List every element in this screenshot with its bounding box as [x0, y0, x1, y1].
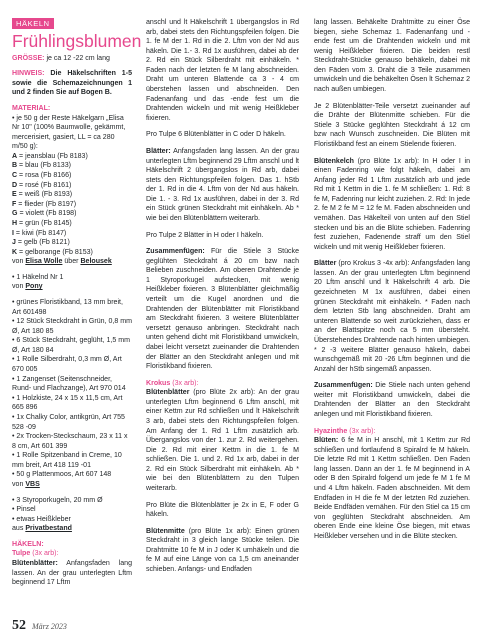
krokus-center-assembly: Je 2 Blütenblätter-Teile versetzt zueinander auf die Drähte der Blütenmitte schieben. Für die Stiele 3 Stücke geglühten Steckdraht á 12 cm bzw nach Wunsch zuschneiden. Die Blüten mit Floristikband fest an einem Stielende fixieren. — [314, 102, 470, 148]
yarn-color-key: J — [12, 239, 16, 247]
hyazinthe-name: Hyazinthe — [314, 427, 348, 435]
supply-source — [12, 480, 132, 490]
tulpe-leaves-paragraph — [146, 147, 299, 224]
krokus-calyx-label: Blütenkelch — [314, 157, 354, 165]
supply-source-brand: VBS — [25, 480, 40, 488]
krokus-leaves-paragraph — [314, 259, 470, 374]
size-value: je ca 12 -22 cm lang — [44, 54, 110, 62]
yarn-source-prefix: von — [12, 258, 26, 266]
private-supply-item: • Pinsel — [12, 506, 36, 514]
supply-item: • 12 Stück Steckdraht in Grün, 0,8 mm Ø, Art 180 85 — [12, 318, 132, 335]
yarn-color-key: A — [12, 152, 18, 160]
tulpe-assembly-label: Zusammenfügen: — [146, 248, 205, 256]
yarn-color-key: E — [12, 191, 17, 199]
hyazinthe-heading — [314, 427, 470, 437]
material-heading: MATERIAL: — [12, 105, 51, 113]
yarn-color-item — [12, 248, 132, 258]
yarn-color-name: = kiwi (Fb 8147) — [13, 229, 67, 237]
yarn-color-key: C — [12, 172, 18, 180]
krokus-petals-count: Pro Blüte die Blütenblätter je 2x in E, F oder G häkeln. — [146, 501, 299, 519]
category-tag: HÄKELN — [12, 18, 54, 29]
yarn-intro: • je 50 g der Reste Häkelgarn „Elisa Nr 10" (100% Baumwolle, gekämmt, mercerisiert, gasiert, LL = ca 280 m/50 g): — [12, 114, 126, 151]
tulpe-assembly-paragraph — [146, 247, 299, 372]
yarn-color-name: = flieder (Fb 8197) — [16, 200, 77, 208]
yarn-color-name: = rosé (Fb 8161) — [17, 181, 72, 189]
tulpe-petals-text: Anfangsfaden lang lassen. An der grau unterlegten Lftm beginnend 17 Lftm — [12, 560, 132, 587]
krokus-assembly-label: Zusammenfügen: — [314, 382, 373, 390]
krokus-assembly-paragraph — [314, 381, 470, 419]
hint-text: Die Häkelschriften 1-5 sowie die Schemazeichnungen 1 und 2 finden Sie auf Bogen B. — [12, 70, 132, 97]
krokus-calyx-text: (pro Blüte 1x arb): In H oder I in einen Fadenring wie folgt häkeln, dabei am Anfang jeder Rd 1 Lftm zusätzlich arb und jede Rd mit 1 Kettm in die 1. fe M schließen: 1. Rd: 8 fe M, Fadenring nur leicht zuziehen. 2. Rd: In jede 2. fe M 2 fe M = 12 fe M. Faden abschneiden und vernähen. Das Häkelteil von unten auf den Stiel stecken und bis an die Blüte schieben. Fadenring fest zuziehen, Fadenende straff um den Stiel wickeln und mit wenig Heißkleber fixieren. — [314, 157, 470, 251]
yarn-color-key: K — [12, 248, 18, 256]
page-footer — [12, 618, 67, 634]
private-source-label: Privatbestand — [25, 525, 72, 533]
yarn-source-dealer: Belousek — [80, 258, 112, 266]
supply-item: • 1 Rolle Silberdraht, 0,3 mm Ø, Art 670 005 — [12, 356, 122, 374]
krokus-assembly-text: Die Stiele nach unten gehend weiter mit Floristikband umwickeln, dabei die Drahtenden der Blätter an den Steckdraht anlegen und mit Floristikband fixieren. — [314, 382, 470, 418]
tulpe-petals-cont: anschl und lt Häkelschrift 1 übergangslos in Rd arb, dabei stets den Richtungspfeilen folgen. Die 1. fe M der 1. Rd in die 2. Lftm von der Nd aus häkeln. Die 1.- 3. Rd 1x ausführen, dabei ab der 2. Rd ein Stück Silberdraht mit einhäkeln. * Faden nach der letzten fe M lang abschneiden. Draht um unteren Blattende ca 3 - 4 cm überstehen lassen und abschneiden. Den Fadenanfang und das -ende fest um die Drahtenden wickeln und mit wenig Heißkleber fixieren. — [146, 19, 299, 122]
private-list — [12, 496, 132, 525]
yarn-color-key: D — [12, 181, 18, 189]
yarn-color-name: = jeansblau (Fb 8183) — [17, 152, 88, 160]
supply-item: • 1x Chalky Color, antikgrün, Art 755 528 -09 — [12, 413, 125, 431]
yarn-color-item — [12, 238, 132, 248]
haekeln-heading: HÄKELN: — [12, 540, 44, 548]
tulpe-leaves-text: Anfangsfaden lang lassen. An der grau unterlegten Lftm beginnend 29 Lftm anschl und lt Häkelschrift 2 übergangslos in Rd arb, dabei stets den Richtungspfeilen folgen. Das 1. hStb der 1. Rd in die 4. Lftm von der Nd aus häkeln. Die 1. - 3. Rd 1x ausführen, dabei in der 3. Rd ein Stück grünen Steckdraht mit einhäkeln. Ab * wie bei den Blütenblättern weiterarb. — [146, 147, 299, 222]
yarn-color-item — [12, 161, 132, 171]
private-supply-item: • 3 Styroporkugeln, 20 mm Ø — [12, 496, 103, 504]
hint-paragraph — [12, 69, 132, 98]
size-label: GRÖSSE: — [12, 54, 45, 62]
yarn-color-name: = grün (Fb 8145) — [17, 219, 72, 227]
page-title: Frühlingsblumen — [12, 30, 142, 51]
yarn-color-name: = gelborange (Fb 8153) — [17, 248, 93, 256]
tulpe-count: (3x arb): — [30, 550, 59, 558]
yarn-color-key: B — [12, 162, 18, 170]
krokus-count: (3x arb): — [170, 379, 199, 387]
krokus-leaves-label: Blätter — [314, 260, 337, 268]
yarn-color-name: = gelb (Fb 8121) — [15, 239, 70, 247]
yarn-color-key: I — [12, 229, 14, 237]
column-instructions-1 — [146, 18, 299, 582]
yarn-color-item — [12, 190, 132, 200]
hook-source-prefix: von — [12, 283, 26, 291]
tulpe-petals-label: Blütenblätter: — [12, 560, 58, 568]
yarn-source-brand: Elisa Wolle — [25, 258, 63, 266]
krokus-petals-label: Blütenblätter — [146, 389, 190, 397]
private-source-prefix: aus — [12, 525, 26, 533]
page-number: 52 — [12, 618, 26, 633]
yarn-source-mid: über — [62, 258, 81, 266]
yarn-color-item — [12, 171, 132, 181]
yarn-color-item — [12, 219, 132, 229]
private-source — [12, 524, 132, 534]
tulpe-leaves-label: Blätter: — [146, 147, 171, 155]
supply-item: • 1 Holzkiste, 24 x 15 x 11,5 cm, Art 665 896 — [12, 394, 123, 412]
tulpe-heading — [12, 549, 132, 559]
krokus-leaves-text: (pro Krokus 3 -4x arb): Anfangsfaden lang lassen. An der grau unterlegten Lftm beginnend 20 Lftm anschl und lt Häkelschrift 4 arb. Die gezeichneten M 1x ausführen, dabei einen grünen Steckdraht mit einhäkeln. * Faden nach dem letzten Stb lang abschneiden. Draht am unteren Blattende so weit zurückziehen, dass er an der Blattspitze noch ca 5 mm übersteht. Überstehendes Drahtende nach hinten umbiegen. * 2 -3 weitere Blätter genauso häkeln, dabei wunschgemäß mit 20 -26 Lftm beginnen und die Anzahl der hStb singemäß anpassen. — [314, 260, 470, 373]
krokus-petals-paragraph — [146, 388, 299, 493]
yarn-source — [12, 257, 132, 267]
yarn-color-key: G — [12, 210, 18, 218]
hyazinthe-count: (3x arb): — [347, 427, 376, 435]
yarn-color-key: F — [12, 200, 17, 208]
krokus-center-paragraph — [146, 527, 299, 575]
tulpe-petals-paragraph — [12, 559, 132, 588]
krokus-center-text: (pro Blüte 1x arb): Einen grünen Steckdraht in 3 gleich lange Stücke teilen. Die Drahtmitte 10 fe M in J oder K umhäkeln und die fe M auf eine Länge von ca 1,5 cm aneinander schieben. Anfangs- und Endfaden — [146, 527, 299, 574]
krokus-heading — [146, 379, 299, 389]
supply-item: • 50 g Plattenmoos, Art 607 148 — [12, 471, 112, 479]
yarn-color-item — [12, 229, 132, 239]
tulpe-name: Tulpe — [12, 550, 31, 558]
column-instructions-2 — [314, 18, 470, 548]
issue-date: März 2023 — [32, 622, 67, 631]
krokus-petals-text: (pro Blüte 2x arb): An der grau unterlegten Lftm beginnend 6 Lftm anschl, mit einer Kettm zur Rd schließen und lt Häkelschrift 3 arb, dabei stets den Richtungspfeilen folgen. Am Anfang der 1. Rd 1 Lftm zusätzlich arb. Übergangslos von der 1. zur 2. Rd weitergehen. Die 2. Rd mit einer Kettm in die 1. fe M schließen. Die 1. und 2. Rd 1x arb, dabei in der 2. Rd ein Stück Silberdraht mit einhäkeln. Ab * wie bei den Blütenblättern zu den Tulpen weiterarb. — [146, 389, 299, 493]
hyazinthe-blossoms-paragraph — [314, 436, 470, 541]
hyazinthe-blossoms-text: 6 fe M in H anschl, mit 1 Kettm zur Rd schließen und fortlaufend 8 Spiralrd fe M häkeln. Die letzte Rd mit 1 Kettm schließen. Den Faden lang lassen. Dann an der 1. fe M beginnend in A oder B den Spiralrd folgend um jede fe M 1 fe M und 4 Lftm häkeln. Faden abschneiden. Mit dem Endfaden in H die fe M der letzten Rd zuziehen. Beide Endfäden vernähen. Für den Stiel ca 15 cm von geglühten Steckdraht abschneiden. Am oberen Ende eine kleine Öse biegen, mit etwas Heißkleber versehen und in die Blüte stecken. — [314, 437, 470, 540]
hook-source — [12, 282, 132, 292]
krokus-name: Krokus — [146, 379, 171, 387]
column-materials — [12, 18, 142, 594]
supply-list — [12, 298, 132, 480]
yarn-list — [12, 152, 132, 257]
yarn-color-name: = weiß (Fb 8193) — [16, 191, 73, 199]
krokus-center-label: Blütenmitte — [146, 527, 185, 535]
yarn-color-item — [12, 200, 132, 210]
hook-source-brand: Pony — [25, 283, 43, 291]
tulpe-assembly-text: Für die Stiele 3 Stücke geglühten Steckdraht á 20 cm bzw nach Belieben zuschneiden. Am oberen Drahtende je 1 Styroporkugel aufstecken, mit wenig Heißkleber fixieren. 3 Blütenblätter gleichmäßig verteilt um die Kugel anordnen und die Drahtenden der Blütenblätter mit Floristikband am Steckdraht fixieren. 3 weitere Blütenblätter versetzt genauso anbringen. Steckdraht nach unten gehend dicht mit Floristikband umwickeln, dabei leicht versetzt zueinander die Drahtenden der Blätter an den Steckdraht anlegen und mit Floristikband fixieren. — [146, 248, 299, 371]
yarn-color-name: = violett (Fb 8198) — [17, 210, 77, 218]
yarn-color-item — [12, 152, 132, 162]
hook-item: • 1 Häkelnd Nr 1 — [12, 273, 64, 281]
supply-item: • 2x Trocken-Steckschaum, 23 x 11 x 8 cm, Art 601 399 — [12, 433, 128, 450]
supply-item: • 6 Stück Steckdraht, geglüht, 1,5 mm Ø, Art 180 84 — [12, 337, 131, 354]
hint-label: HINWEIS: — [12, 70, 45, 78]
supply-item: • 1 Rolle Spitzenband in Creme, 10 mm breit, Art 418 119 -01 — [12, 452, 122, 469]
krokus-calyx-paragraph — [314, 157, 470, 253]
supply-source-prefix: von — [12, 480, 26, 488]
yarn-color-name: = blau (Fb 8133) — [17, 162, 71, 170]
yarn-color-key: H — [12, 219, 18, 227]
supply-item: • 1 Zangenset (Seitenschneider, Rund- und Flachzange), Art 970 014 — [12, 375, 126, 393]
yarn-color-item — [12, 209, 132, 219]
tulpe-leaves-count: Pro Tulpe 2 Blätter in H oder I häkeln. — [146, 231, 264, 239]
private-supply-item: • etwas Heißkleber — [12, 515, 71, 523]
tulpe-petals-count: Pro Tulpe 6 Blütenblätter in C oder D häkeln. — [146, 131, 286, 139]
krokus-center-cont: lang lassen. Behäkelte Drahtmitte zu einer Öse biegen, siehe Schemaz 1. Fadenanfang und -ende fest um die Drahtenden wickeln und mit wenig Heißkleber fixieren. Die beiden restl Steckdraht-Stücke genauso behäkeln, dabei mit den Fäden vom 3. Draht die 3 Teile zusammen umwickeln und die behäkelten Ösen lt Schemaz 2 nach außen umbiegen. — [314, 19, 470, 94]
yarn-color-name: = rosa (Fb 8166) — [17, 172, 72, 180]
supply-item: • grünes Floristikband, 13 mm breit, Art 601498 — [12, 299, 123, 316]
size-info — [12, 54, 132, 64]
yarn-color-item — [12, 181, 132, 191]
hyazinthe-blossoms-label: Blüten: — [314, 437, 339, 445]
